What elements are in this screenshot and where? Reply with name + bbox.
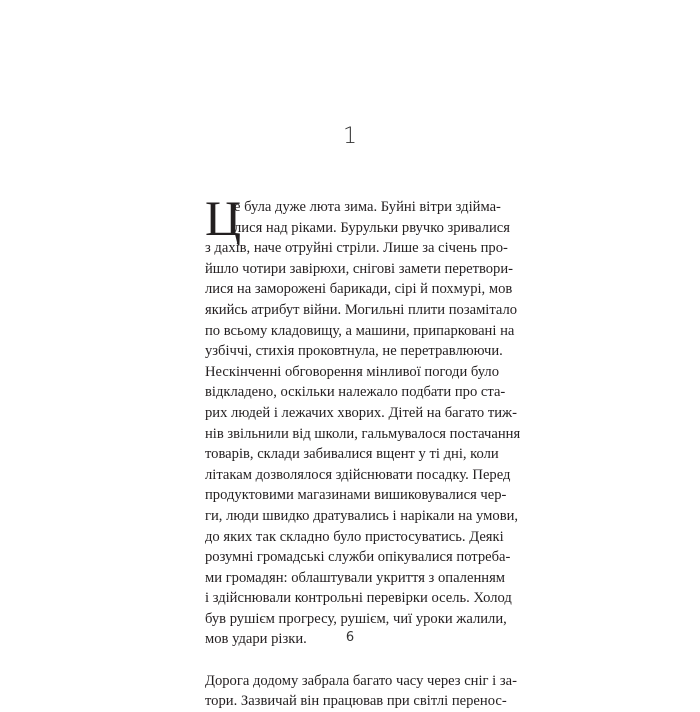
text-line: був рушієм прогресу, рушієм, чиї уроки жалили, — [205, 610, 507, 627]
text-line: лися над ріками. Бурульки рвучко зривалися — [234, 219, 510, 236]
page-number: 6 — [345, 630, 355, 645]
text-line: до яких так складно було пристосуватись. Деякі — [205, 528, 504, 545]
text-line: Дорога додому забрала багато часу через сніг і за- — [205, 672, 517, 689]
chapter-number: 1 — [343, 124, 357, 149]
text-line: літакам дозволялося здійснювати посадку. Перед — [205, 466, 511, 483]
text-line: якийсь атрибут війни. Могильні плити позамітало — [205, 301, 518, 318]
text-line: з дахів, наче отруйні стріли. Лише за січень про- — [205, 240, 508, 257]
text-line: продуктовими магазинами вишиковувалися чер- — [205, 487, 507, 504]
drop-cap: Ц — [205, 190, 242, 246]
text-line: відкладено, оскільки належало подбати про ста- — [205, 384, 506, 401]
paragraph-spacer — [205, 650, 495, 671]
text-line: ги, люди швидко дратувались і нарікали на умови, — [205, 507, 519, 524]
paragraph-1 — [205, 190, 521, 650]
text-line: лися на заморожені барикади, сірі й похмурі, мов — [205, 281, 513, 298]
text-line: і здійснювали контрольні перевірки осель. Холод — [205, 590, 512, 607]
text-line: ми громадян: облаштували укриття з опаленням — [205, 569, 506, 586]
text-line: йшло чотири завірюхи, снігові замети перетвори- — [205, 260, 514, 277]
text-line: товарів, склади забивалися вщент у ті дні, коли — [205, 446, 499, 463]
paragraph-2 — [205, 671, 517, 712]
text-line: нів звільнили від школи, гальмувалося постачання — [205, 425, 521, 442]
text-line: узбіччі, стихія проковтнула, не перетравлюючи. — [205, 343, 503, 360]
text-line: по всьому кладовищу, а машини, припарковані на — [205, 322, 515, 339]
text-line: е була дуже люта зима. Буйні вітри здійма- — [234, 199, 501, 215]
text-line: рих людей і лежачих хворих. Дітей на багато тиж- — [205, 404, 517, 421]
text-line: тори. Зазвичай він працював при світлі перенос- — [205, 693, 507, 710]
text-line: мов удари різки. — [205, 631, 307, 648]
text-line: розумні громадські служби опікувалися потреба- — [205, 549, 511, 566]
text-line: Нескінченні обговорення мінливої погоди було — [205, 363, 500, 380]
